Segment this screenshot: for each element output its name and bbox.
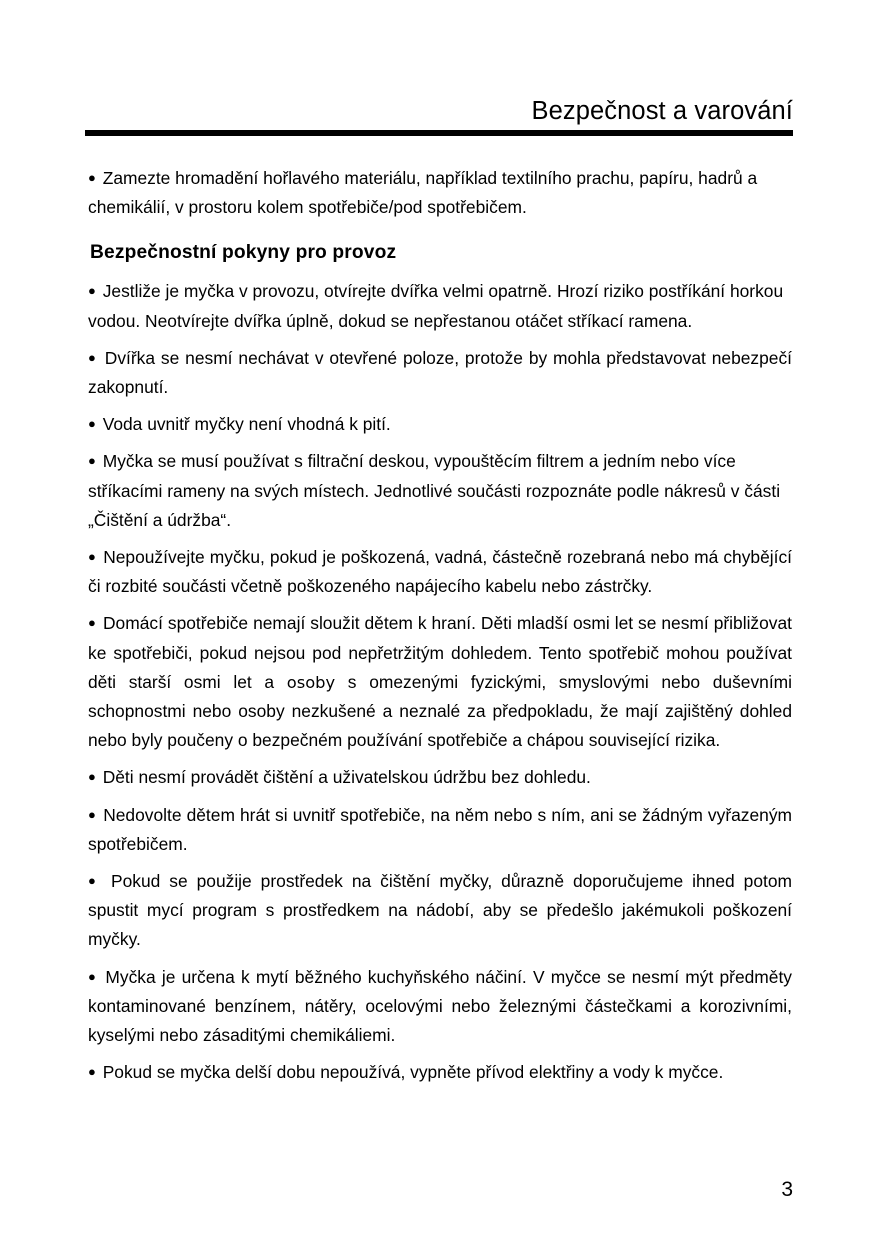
bullet-icon: ● [88, 873, 100, 889]
bullet-item-children [88, 608, 792, 755]
bullet-item-7 [88, 800, 792, 859]
bullet-icon: ● [88, 349, 97, 365]
bullet-item-children-text-part1: Domácí spotřebiče nemají sloužit dětem k hraní. Děti mladší osmi let se nesmí přibližovat ke spotřebiči, pokud nejsou pod nepřetržitým dohledem. Tento spotřebič mohou používat děti starší osmi let a [88, 613, 793, 692]
header-rule [85, 130, 793, 136]
bullet-item-8 [88, 866, 792, 955]
bullet-icon: ● [88, 769, 96, 785]
bullet-item-3 [88, 409, 792, 439]
bullet-item-2 [88, 343, 792, 402]
bullet-item-4 [88, 446, 792, 535]
bullet-item-10-text: Pokud se myčka delší dobu nepoužívá, vypněte přívod elektřiny a vody k myčce. [102, 1062, 724, 1083]
bullet-item-8-text: Pokud se použije prostředek na čištění myčky, důrazně doporučujeme ihned potom spustit mycí program s prostředkem na nádobí, aby se předešlo jakémukoli poškození myčky. [88, 871, 793, 950]
bullet-item-10 [88, 1057, 792, 1087]
section-heading: Bezpečnostní pokyny pro provoz [90, 242, 397, 264]
bullet-item-5-text: Nepoužívejte myčku, pokud je poškozená, vadná, částečně rozebraná nebo má chybějící či rozbité součásti včetně poškozeného napájecího kabelu nebo zástrčky. [88, 547, 792, 597]
bullet-icon: ● [88, 615, 96, 631]
bullet-icon: ● [88, 549, 97, 565]
bullet-item-3-text: Voda uvnitř myčky není vhodná k pití. [102, 414, 391, 435]
bullet-item-6-text: Děti nesmí provádět čištění a uživatelskou údržbu bez dohledu. [102, 767, 591, 788]
bullet-icon: ● [88, 453, 96, 469]
bullet-item-7-text: Nedovolte dětem hrát si uvnitř spotřebiče, na něm nebo s ním, ani se žádným vyřazeným spotřebičem. [88, 804, 793, 854]
bullet-item-1 [88, 276, 792, 335]
bullet-icon: ● [88, 283, 96, 299]
page-title: Bezpečnost a varování [531, 97, 793, 125]
page-header [85, 96, 793, 136]
bullet-icon: ● [88, 968, 98, 984]
page-content [88, 163, 792, 1096]
bullet-item-children-text-emphasis: osoby [286, 672, 336, 692]
bullet-icon: ● [88, 170, 96, 185]
bullet-item-5 [88, 542, 792, 601]
bullet-icon: ● [88, 1064, 96, 1080]
bullet-item-4-text: Myčka se musí používat s filtrační deskou, vypouštěcím filtrem a jedním nebo více stříkacími rameny na svých místech. Jednotlivé součásti rozpoznáte podle nákresů v části „Čištění a údržba“. [88, 451, 781, 530]
bullet-icon: ● [88, 806, 97, 822]
bullet-item-children-text-part3: s omezenými fyzickými, smyslovými nebo duševními schopnostmi nebo osoby nezkušené a neznalé za předpokladu, že mají zajištěný dohled nebo byly poučeny o bezpečném používání spotřebiče a chápou související rizika. [88, 671, 792, 751]
bullet-item-2-text: Dvířka se nesmí nechávat v otevřené poloze, protože by mohla představovat nebezpečí zakopnutí. [88, 347, 792, 398]
bullet-item-1-text: Jestliže je myčka v provozu, otvírejte dvířka velmi opatrně. Hrozí riziko postříkání horkou vodou. Neotvírejte dvířka úplně, dokud se nepřestanou otáčet stříkací ramena. [88, 281, 784, 331]
bullet-icon: ● [88, 416, 96, 432]
page-number: 3 [781, 1178, 793, 1201]
bullet-item-9-text: Myčka je určena k mytí běžného kuchyňského náčiní. V myčce se nesmí mýt předměty kontaminované benzínem, nátěry, ocelovými nebo železnými částečkami a korozivními, kyselými nebo zásaditými chemikáliemi. [88, 966, 792, 1046]
bullet-item-6 [88, 762, 792, 792]
bullet-item-9 [88, 962, 792, 1051]
intro-bullet-item [88, 163, 792, 222]
intro-bullet-text: Zamezte hromadění hořlavého materiálu, například textilního prachu, papíru, hadrů a chemikálií, v prostoru kolem spotřebiče/pod spotřebičem. [88, 168, 758, 218]
